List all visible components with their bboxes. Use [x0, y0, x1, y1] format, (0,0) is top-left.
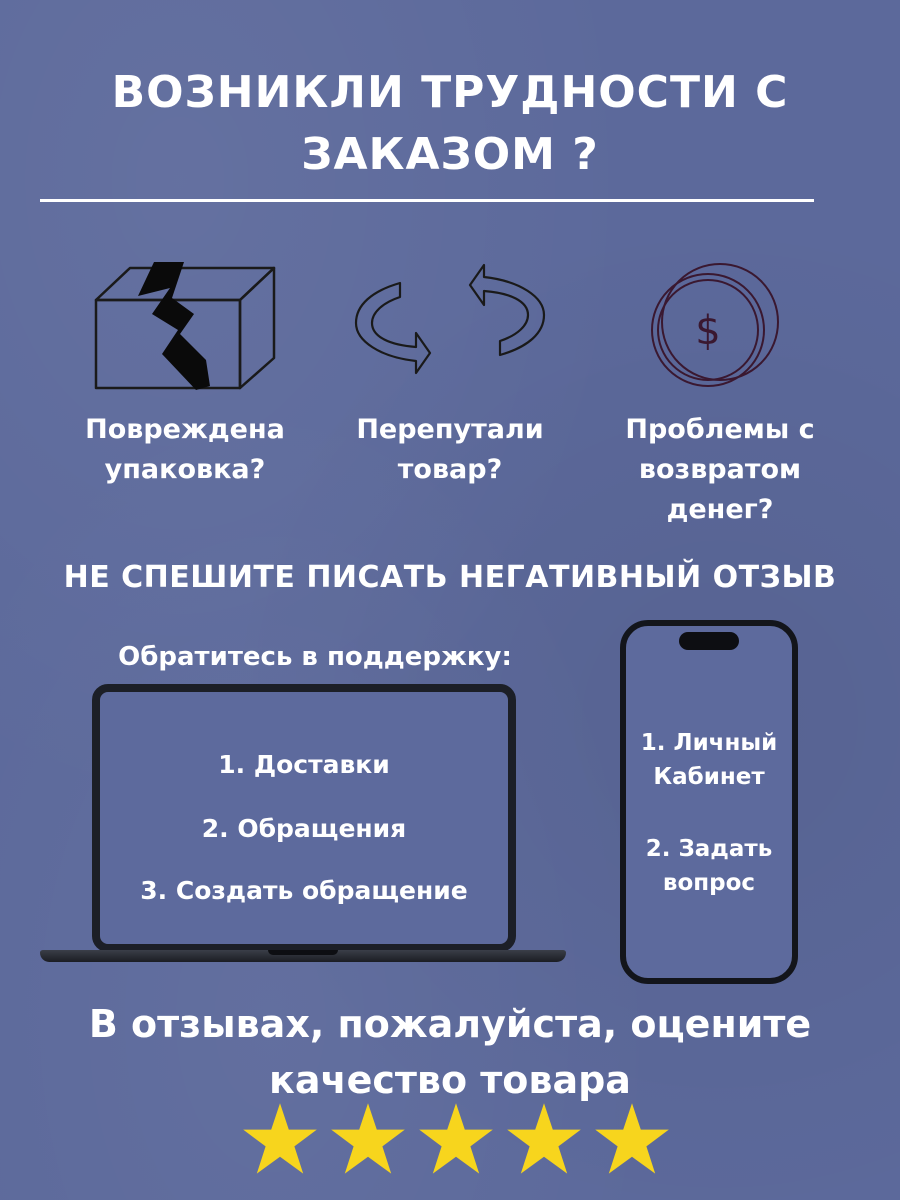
- phone-step-1: [626, 726, 792, 794]
- rating-stars: [240, 1100, 680, 1180]
- caption-line: возвратом: [638, 454, 802, 485]
- coins-dollar-icon: [636, 262, 782, 388]
- phone-step-line: 2. Задать: [645, 836, 773, 862]
- warning-heading: НЕ СПЕШИТЕ ПИСАТЬ НЕГАТИВНЫЙ ОТЗЫВ: [63, 560, 837, 595]
- problem-refund: [600, 410, 840, 530]
- laptop-notch: [268, 950, 338, 955]
- laptop-step-3: 3. Создать обращение: [140, 876, 468, 905]
- caption-line: товар?: [397, 454, 503, 485]
- support-lead-text: Обратитесь в поддержку:: [118, 642, 512, 672]
- title-line-1: ВОЗНИКЛИ ТРУДНОСТИ С: [111, 67, 789, 118]
- page-title: [40, 62, 860, 186]
- damaged-box-icon: [92, 258, 278, 392]
- caption-line: Повреждена: [85, 414, 285, 445]
- star-icon: [504, 1100, 584, 1180]
- laptop-illustration: [40, 684, 566, 980]
- title-divider: [40, 199, 814, 202]
- laptop-step-2: 2. Обращения: [201, 814, 407, 843]
- rating-line-1: В отзывах, пожалуйста, оцените: [88, 1002, 812, 1046]
- caption-line: Перепутали: [356, 414, 544, 445]
- star-icon: [240, 1100, 320, 1180]
- problem-wrong-item: [330, 410, 570, 490]
- laptop-screen: [92, 684, 516, 952]
- problem-damaged-packaging: [60, 410, 310, 490]
- phone-dynamic-island: [679, 632, 739, 650]
- phone-step-line: Кабинет: [653, 764, 765, 790]
- caption-line: упаковка?: [104, 454, 266, 485]
- star-icon: [416, 1100, 496, 1180]
- phone-illustration: [620, 620, 798, 984]
- rating-request: [30, 996, 870, 1108]
- caption-line: денег?: [666, 494, 774, 525]
- star-icon: [592, 1100, 672, 1180]
- phone-step-line: вопрос: [662, 870, 756, 896]
- rating-line-2: качество товара: [269, 1058, 631, 1102]
- star-icon: [328, 1100, 408, 1180]
- title-line-2: ЗАКАЗОМ ?: [301, 129, 599, 180]
- phone-step-2: [626, 832, 792, 900]
- laptop-step-1: 1. Доставки: [218, 750, 390, 779]
- caption-line: Проблемы с: [625, 414, 815, 445]
- exchange-arrows-icon: [352, 263, 548, 375]
- phone-step-line: 1. Личный: [640, 730, 778, 756]
- svg-text:$: $: [695, 308, 721, 354]
